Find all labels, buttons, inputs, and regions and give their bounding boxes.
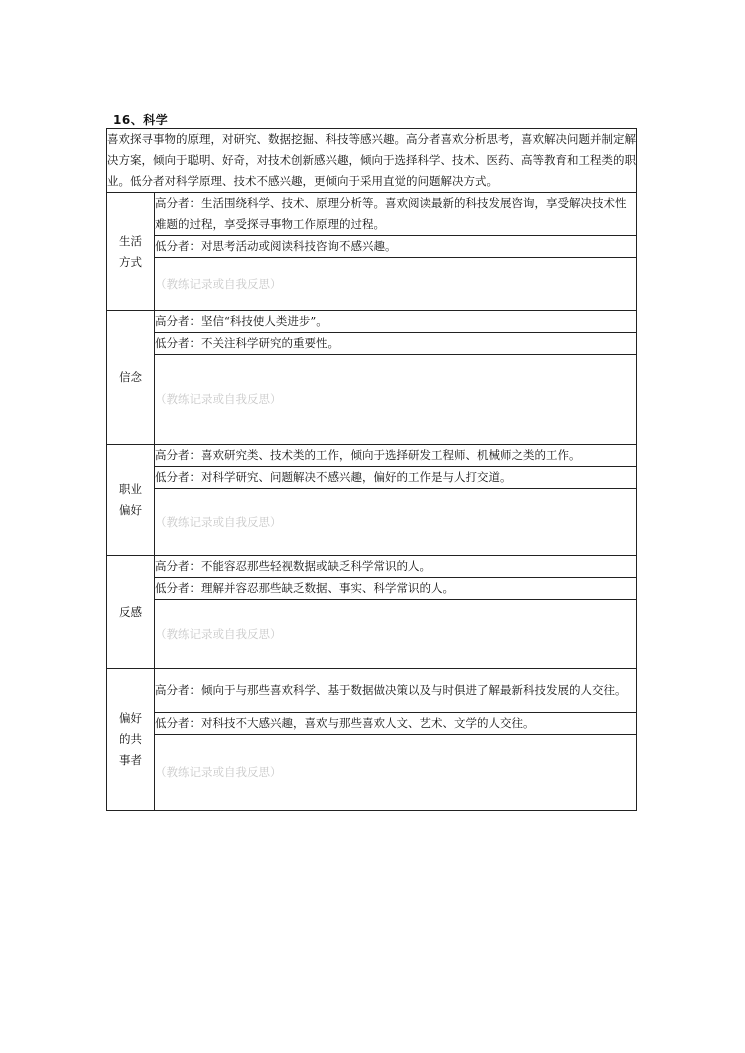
note-field[interactable]: （教练记录或自我反思） — [155, 735, 637, 811]
category-aversion: 反感 — [107, 556, 155, 669]
category-belief: 信念 — [107, 311, 155, 445]
note-field[interactable]: （教练记录或自我反思） — [155, 355, 637, 445]
high-scorer-text: 高分者：坚信“科技使人类进步”。 — [155, 311, 637, 333]
category-preferred-coworkers: 偏好 的共 事者 — [107, 669, 155, 811]
category-lifestyle: 生活 方式 — [107, 193, 155, 311]
category-career-preference: 职业 偏好 — [107, 445, 155, 556]
personality-table — [106, 128, 637, 811]
high-scorer-text: 高分者：喜欢研究类、技术类的工作，倾向于选择研发工程师、机械师之类的工作。 — [155, 445, 637, 467]
low-scorer-text: 低分者：不关注科学研究的重要性。 — [155, 333, 637, 355]
intro-text: 喜欢探寻事物的原理，对研究、数据挖掘、科技等感兴趣。高分者喜欢分析思考，喜欢解决问题并制定解决方案，倾向于聪明、好奇，对技术创新感兴趣，倾向于选择科学、技术、医药、高等教育和工程类的职业。低分者对科学原理、技术不感兴趣，更倾向于采用直觉的问题解决方式。 — [107, 129, 637, 193]
page-title: 16、科学 — [113, 113, 169, 127]
high-scorer-text: 高分者：倾向于与那些喜欢科学、基于数据做决策以及与时俱进了解最新科技发展的人交往。 — [155, 669, 637, 713]
low-scorer-text: 低分者：对思考活动或阅读科技咨询不感兴趣。 — [155, 236, 637, 258]
note-field[interactable]: （教练记录或自我反思） — [155, 489, 637, 556]
high-scorer-text: 高分者：不能容忍那些轻视数据或缺乏科学常识的人。 — [155, 556, 637, 578]
note-field[interactable]: （教练记录或自我反思） — [155, 600, 637, 669]
low-scorer-text: 低分者：理解并容忍那些缺乏数据、事实、科学常识的人。 — [155, 578, 637, 600]
high-scorer-text: 高分者：生活围绕科学、技术、原理分析等。喜欢阅读最新的科技发展咨询，享受解决技术性难题的过程，享受探寻事物工作原理的过程。 — [155, 193, 637, 236]
note-field[interactable]: （教练记录或自我反思） — [155, 258, 637, 311]
low-scorer-text: 低分者：对科学研究、问题解决不感兴趣，偏好的工作是与人打交道。 — [155, 467, 637, 489]
low-scorer-text: 低分者：对科技不大感兴趣，喜欢与那些喜欢人文、艺术、文学的人交往。 — [155, 713, 637, 735]
